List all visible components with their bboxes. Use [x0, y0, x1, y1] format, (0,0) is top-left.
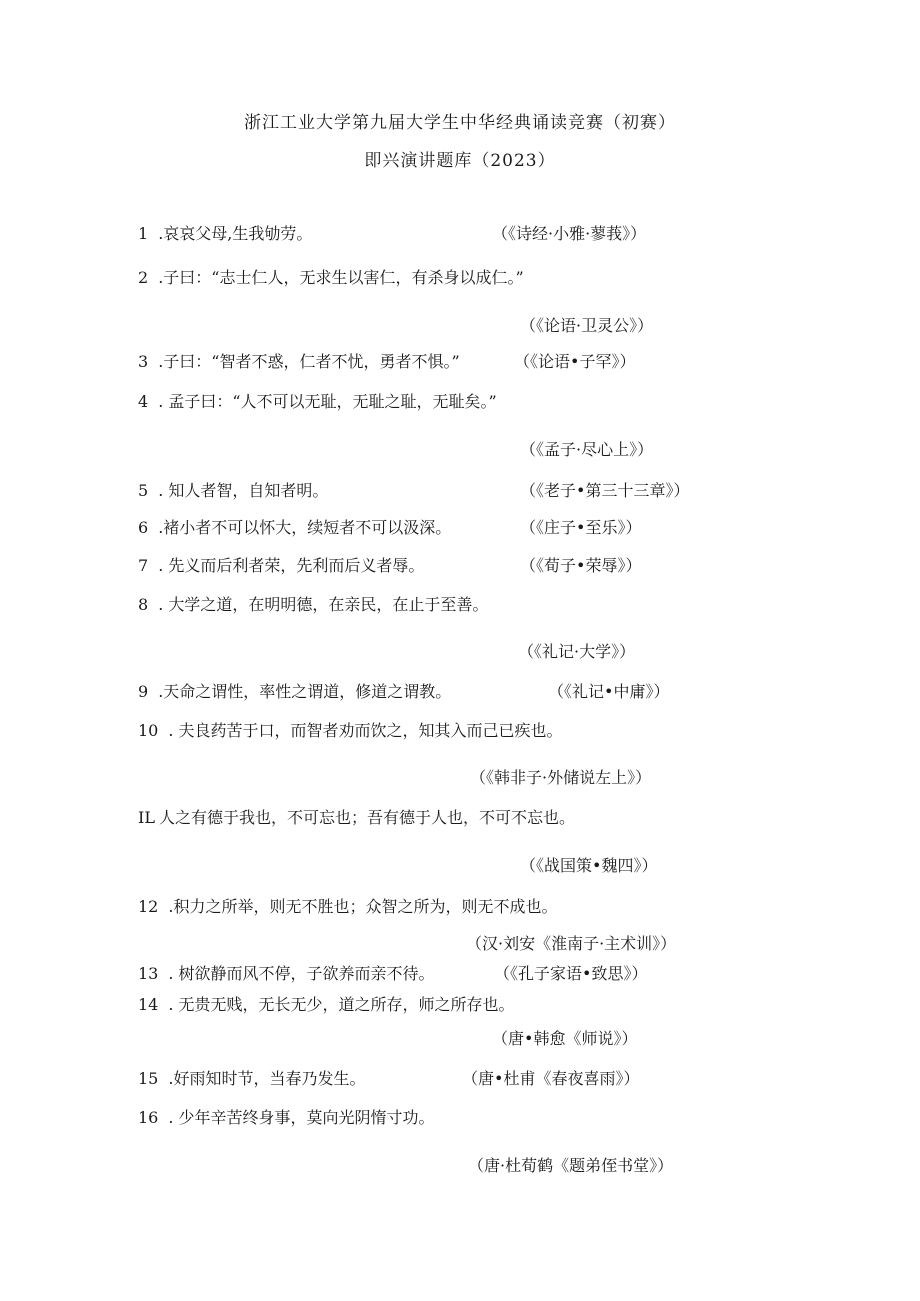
list-item	[138, 595, 488, 615]
list-item	[138, 481, 328, 501]
item-source: （唐•韩愈《师说》）	[492, 1029, 638, 1048]
list-item	[138, 224, 312, 244]
item-source: （唐·杜荀鹤《题弟侄书堂》）	[468, 1156, 674, 1175]
item-number: 10	[138, 721, 159, 740]
item-text: . 孟子曰：“人不可以无耻，无耻之耻，无耻矣。”	[158, 392, 497, 411]
item-text: .子曰：“志士仁人，无求生以害仁，有杀身以成仁。”	[158, 268, 524, 287]
item-source: （《战国策•魏四》）	[520, 856, 658, 875]
item-number: 14	[138, 995, 159, 1014]
item-text: .子曰：“智者不惑，仁者不忧，勇者不惧。”	[158, 352, 460, 371]
list-item	[138, 682, 451, 702]
document-title: 浙江工业大学第九届大学生中华经典诵读竞赛（初赛）	[244, 113, 676, 133]
item-source: （《论语·卫灵公》）	[520, 316, 654, 335]
item-text: . 大学之道，在明明德，在亲民，在止于至善。	[158, 595, 489, 614]
item-number: 3	[138, 352, 149, 371]
list-item	[138, 556, 424, 576]
list-item	[138, 1108, 435, 1128]
list-item	[138, 897, 557, 917]
list-item	[138, 721, 563, 741]
item-source: （《礼记·大学》）	[518, 642, 636, 661]
item-text: .哀哀父母,生我劬劳。	[158, 224, 313, 243]
item-number: 6	[138, 518, 149, 537]
item-text: . 树欲静而风不停，子欲养而亲不待。	[168, 964, 435, 983]
item-number: IL	[138, 808, 155, 827]
item-source: （唐•杜甫《春夜喜雨》）	[462, 1069, 640, 1088]
item-text: .褚小者不可以怀大，续短者不可以汲深。	[158, 518, 452, 537]
item-number: 13	[138, 964, 159, 983]
item-text: 人之有德于我也，不可忘也；吾有德于人也，不可不忘也。	[158, 808, 575, 827]
item-source: （《韩非子·外储说左上》）	[470, 768, 652, 787]
list-item	[138, 268, 524, 288]
item-source: （《老子•第三十三章》）	[520, 481, 690, 500]
document-subtitle: 即兴演讲题库（2023）	[364, 151, 556, 171]
item-source: （《孟子·尽心上》）	[520, 440, 654, 459]
item-number: 8	[138, 595, 149, 614]
list-item	[138, 1069, 365, 1089]
item-source: （《荀子•荣辱》）	[520, 556, 642, 575]
list-item	[138, 995, 515, 1015]
item-source: （汉·刘安《淮南子·主术训》）	[466, 934, 677, 953]
item-source: （《论语•子罕》）	[514, 352, 636, 371]
list-item	[138, 392, 497, 412]
item-source: （《庄子•至乐》）	[520, 518, 642, 537]
list-item	[138, 352, 460, 372]
item-number: 4	[138, 392, 149, 411]
item-text: . 无贵无贱，无长无少，道之所存，师之所存也。	[168, 995, 515, 1014]
item-number: 12	[138, 897, 159, 916]
item-number: 7	[138, 556, 149, 575]
item-text: . 少年辛苦终身事，莫向光阴惰寸功。	[168, 1108, 435, 1127]
item-source: （《礼记•中庸》）	[548, 682, 670, 701]
item-source: （《诗经·小雅·蓼莪》）	[492, 224, 647, 243]
item-number: 1	[138, 224, 149, 243]
item-text: . 知人者智，自知者明。	[158, 481, 329, 500]
item-text: . 夫良药苦于口，而智者劝而饮之，知其入而己已疾也。	[168, 721, 563, 740]
item-text: .好雨知时节，当春乃发生。	[168, 1069, 366, 1088]
item-number: 9	[138, 682, 149, 701]
item-number: 2	[138, 268, 149, 287]
list-item	[138, 808, 575, 828]
list-item	[138, 518, 451, 538]
item-text: . 先义而后利者荣，先利而后义者辱。	[158, 556, 425, 575]
item-number: 16	[138, 1108, 159, 1127]
item-text: .积力之所举，则无不胜也；众智之所为，则无不成也。	[168, 897, 558, 916]
item-source: （《孔子家语•致思》）	[494, 964, 648, 983]
item-text: .天命之谓性，率性之谓道，修道之谓教。	[158, 682, 452, 701]
list-item	[138, 964, 435, 984]
item-number: 15	[138, 1069, 159, 1088]
item-number: 5	[138, 481, 149, 500]
